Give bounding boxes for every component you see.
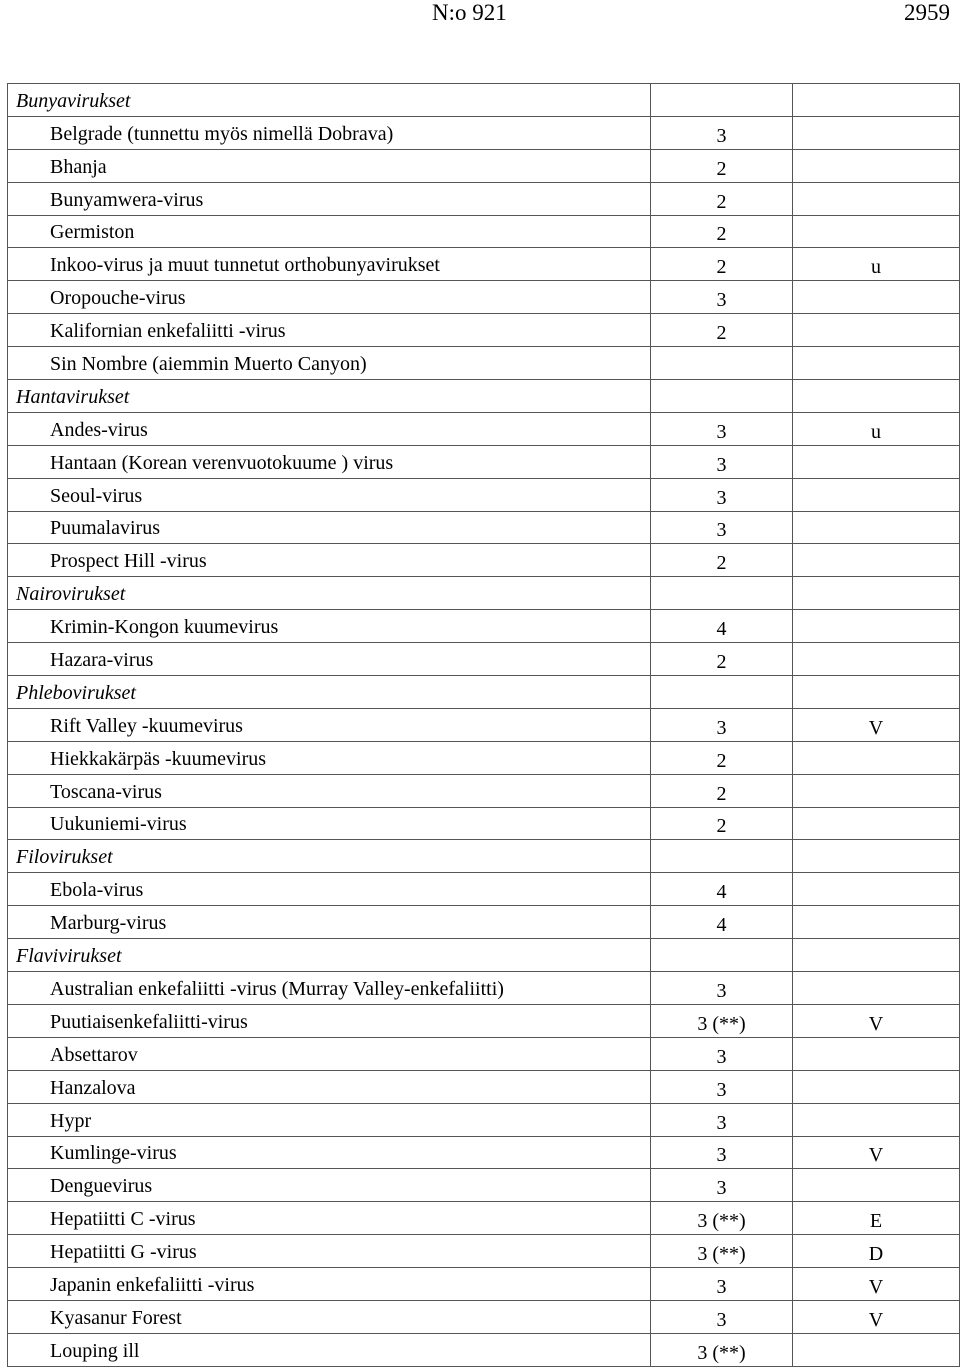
- table-row: [8, 1202, 960, 1235]
- note-cell: [793, 577, 960, 610]
- virus-name: Hepatiitti C -virus: [50, 1208, 196, 1231]
- risk-group-cell: [651, 873, 793, 906]
- name-cell: [8, 182, 651, 215]
- name-cell: [8, 1004, 651, 1037]
- risk-group-cell: [651, 1070, 793, 1103]
- risk-group-value: 3 (**): [697, 1243, 746, 1266]
- risk-group-value: 3 (**): [697, 1341, 746, 1364]
- risk-group-value: 3 (**): [697, 1210, 746, 1233]
- risk-group-value: 2: [716, 782, 727, 805]
- risk-group-cell: [651, 741, 793, 774]
- table-row: [8, 347, 960, 380]
- name-cell: [8, 248, 651, 281]
- virus-name: Uukuniemi-virus: [50, 813, 187, 836]
- table-row: [8, 873, 960, 906]
- risk-group-cell: [651, 84, 793, 117]
- virus-name: Australian enkefaliitti -virus (Murray Valley-enkefaliitti): [50, 977, 504, 1000]
- table-row: [8, 445, 960, 478]
- risk-group-cell: [651, 1004, 793, 1037]
- risk-group-value: 2: [716, 256, 727, 279]
- virus-name: Bhanja: [50, 155, 107, 178]
- virus-name: Kyasanur Forest: [50, 1306, 182, 1329]
- note-cell: [793, 840, 960, 873]
- risk-group-cell: [651, 774, 793, 807]
- name-cell: [8, 708, 651, 741]
- risk-group-cell: [651, 840, 793, 873]
- note-value: E: [869, 1210, 883, 1233]
- name-cell: [8, 1300, 651, 1333]
- table-row: [8, 1333, 960, 1366]
- note-cell: [793, 708, 960, 741]
- note-value: V: [868, 716, 884, 739]
- table-row: [8, 281, 960, 314]
- table-row: [8, 708, 960, 741]
- name-cell: [8, 116, 651, 149]
- name-cell: [8, 544, 651, 577]
- virus-name: Krimin-Kongon kuumevirus: [50, 616, 279, 639]
- table-body: [8, 84, 960, 1367]
- table-row: [8, 774, 960, 807]
- family-name: Filovirukset: [16, 846, 113, 869]
- note-cell: [793, 741, 960, 774]
- note-value: u: [871, 256, 881, 279]
- note-value: V: [868, 1308, 884, 1331]
- risk-group-value: 4: [716, 618, 727, 641]
- virus-name: Hantaan (Korean verenvuotokuume ) virus: [50, 451, 394, 474]
- name-cell: [8, 445, 651, 478]
- risk-group-cell: [651, 708, 793, 741]
- risk-group-cell: [651, 1136, 793, 1169]
- risk-group-value: 4: [716, 914, 727, 937]
- virus-name: Germiston: [50, 221, 135, 244]
- table-row: [8, 972, 960, 1005]
- name-cell: [8, 478, 651, 511]
- note-cell: [793, 774, 960, 807]
- note-cell: [793, 972, 960, 1005]
- note-cell: [793, 314, 960, 347]
- note-cell: [793, 1004, 960, 1037]
- risk-group-cell: [651, 412, 793, 445]
- risk-group-value: 3: [716, 979, 727, 1002]
- virus-name: Kalifornian enkefaliitti -virus: [50, 320, 286, 343]
- table-row: [8, 544, 960, 577]
- note-cell: [793, 182, 960, 215]
- virus-classification-table: [7, 83, 960, 1367]
- name-cell: [8, 149, 651, 182]
- note-value: V: [868, 1144, 884, 1167]
- note-cell: [793, 511, 960, 544]
- risk-group-cell: [651, 511, 793, 544]
- risk-group-value: 2: [716, 190, 727, 213]
- note-cell: [793, 149, 960, 182]
- note-cell: [793, 1169, 960, 1202]
- virus-name: Bunyamwera-virus: [50, 188, 204, 211]
- note-cell: [793, 544, 960, 577]
- name-cell: [8, 610, 651, 643]
- virus-name: Ebola-virus: [50, 879, 144, 902]
- virus-name: Prospect Hill -virus: [50, 550, 207, 573]
- table-row: [8, 807, 960, 840]
- table-row: [8, 643, 960, 676]
- risk-group-value: 3: [716, 486, 727, 509]
- note-value: V: [868, 1012, 884, 1035]
- risk-group-cell: [651, 643, 793, 676]
- note-cell: [793, 939, 960, 972]
- name-cell: [8, 1037, 651, 1070]
- virus-name: Marburg-virus: [50, 912, 167, 935]
- note-cell: [793, 1037, 960, 1070]
- risk-group-cell: [651, 1235, 793, 1268]
- family-name: Phlebovirukset: [16, 681, 136, 704]
- risk-group-cell: [651, 610, 793, 643]
- table-row: [8, 610, 960, 643]
- note-cell: [793, 412, 960, 445]
- note-cell: [793, 807, 960, 840]
- note-cell: [793, 281, 960, 314]
- name-cell: [8, 347, 651, 380]
- note-cell: [793, 1268, 960, 1301]
- table-row: [8, 215, 960, 248]
- virus-name: Rift Valley -kuumevirus: [50, 714, 243, 737]
- risk-group-value: 3: [716, 1045, 727, 1068]
- risk-group-cell: [651, 676, 793, 709]
- note-cell: [793, 478, 960, 511]
- risk-group-value: 3: [716, 1275, 727, 1298]
- risk-group-value: 3: [716, 1177, 727, 1200]
- risk-group-value: 3: [716, 716, 727, 739]
- risk-group-value: 2: [716, 157, 727, 180]
- name-cell: [8, 84, 651, 117]
- note-cell: [793, 610, 960, 643]
- virus-name: Absettarov: [50, 1043, 138, 1066]
- name-cell: [8, 774, 651, 807]
- risk-group-cell: [651, 1103, 793, 1136]
- name-cell: [8, 676, 651, 709]
- risk-group-cell: [651, 1333, 793, 1366]
- risk-group-cell: [651, 380, 793, 413]
- note-cell: [793, 116, 960, 149]
- virus-name: Toscana-virus: [50, 780, 162, 803]
- table-row: [8, 1103, 960, 1136]
- virus-name: Japanin enkefaliitti -virus: [50, 1273, 255, 1296]
- table-row: [8, 248, 960, 281]
- note-value: D: [868, 1243, 884, 1266]
- table-row: [8, 1169, 960, 1202]
- name-cell: [8, 807, 651, 840]
- name-cell: [8, 1202, 651, 1235]
- family-name: Bunyavirukset: [16, 89, 131, 112]
- table-row: [8, 1070, 960, 1103]
- name-cell: [8, 314, 651, 347]
- virus-name: Inkoo-virus ja muut tunnetut orthobunyavirukset: [50, 254, 440, 277]
- risk-group-value: 2: [716, 815, 727, 838]
- risk-group-value: 3: [716, 420, 727, 443]
- risk-group-value: 3: [716, 1308, 727, 1331]
- risk-group-cell: [651, 544, 793, 577]
- risk-group-cell: [651, 478, 793, 511]
- note-cell: [793, 248, 960, 281]
- family-row: [8, 84, 960, 117]
- note-cell: [793, 1136, 960, 1169]
- name-cell: [8, 1103, 651, 1136]
- table-row: [8, 149, 960, 182]
- virus-name: Kumlinge-virus: [50, 1142, 177, 1165]
- risk-group-value: 3: [716, 1111, 727, 1134]
- name-cell: [8, 281, 651, 314]
- name-cell: [8, 1070, 651, 1103]
- table-row: [8, 1004, 960, 1037]
- risk-group-cell: [651, 347, 793, 380]
- name-cell: [8, 906, 651, 939]
- risk-group-cell: [651, 116, 793, 149]
- virus-name: Hanzalova: [50, 1076, 136, 1099]
- name-cell: [8, 412, 651, 445]
- name-cell: [8, 1333, 651, 1366]
- note-cell: [793, 676, 960, 709]
- risk-group-cell: [651, 1169, 793, 1202]
- note-cell: [793, 347, 960, 380]
- name-cell: [8, 1235, 651, 1268]
- virus-name: Hepatiitti G -virus: [50, 1241, 197, 1264]
- risk-group-value: 4: [716, 881, 727, 904]
- virus-name: Andes-virus: [50, 418, 148, 441]
- risk-group-value: 3: [716, 1144, 727, 1167]
- virus-name: Denguevirus: [50, 1175, 153, 1198]
- risk-group-value: 3 (**): [697, 1012, 746, 1035]
- table-row: [8, 478, 960, 511]
- page-number: 2959: [904, 0, 950, 25]
- note-cell: [793, 445, 960, 478]
- name-cell: [8, 643, 651, 676]
- family-name: Nairovirukset: [16, 583, 126, 606]
- name-cell: [8, 1136, 651, 1169]
- table-row: [8, 1037, 960, 1070]
- table-row: [8, 741, 960, 774]
- note-cell: [793, 643, 960, 676]
- risk-group-value: 3: [716, 453, 727, 476]
- note-cell: [793, 1103, 960, 1136]
- name-cell: [8, 972, 651, 1005]
- note-cell: [793, 215, 960, 248]
- table-row: [8, 1268, 960, 1301]
- family-name: Hantavirukset: [16, 385, 130, 408]
- risk-group-cell: [651, 215, 793, 248]
- table-row: [8, 412, 960, 445]
- table-row: [8, 1136, 960, 1169]
- virus-name: Belgrade (tunnettu myös nimellä Dobrava): [50, 122, 394, 145]
- risk-group-cell: [651, 314, 793, 347]
- name-cell: [8, 380, 651, 413]
- family-row: [8, 380, 960, 413]
- risk-group-cell: [651, 182, 793, 215]
- risk-group-cell: [651, 1268, 793, 1301]
- family-row: [8, 676, 960, 709]
- table-row: [8, 314, 960, 347]
- risk-group-value: 3: [716, 519, 727, 542]
- family-row: [8, 577, 960, 610]
- risk-group-cell: [651, 972, 793, 1005]
- virus-name: Sin Nombre (aiemmin Muerto Canyon): [50, 353, 367, 376]
- name-cell: [8, 577, 651, 610]
- virus-name: Hypr: [50, 1109, 92, 1132]
- risk-group-value: 2: [716, 749, 727, 772]
- risk-group-value: 2: [716, 322, 727, 345]
- name-cell: [8, 873, 651, 906]
- virus-name: Louping ill: [50, 1339, 140, 1362]
- table-row: [8, 1300, 960, 1333]
- risk-group-cell: [651, 248, 793, 281]
- table-row: [8, 906, 960, 939]
- note-cell: [793, 1202, 960, 1235]
- table-row: [8, 182, 960, 215]
- virus-name: Seoul-virus: [50, 484, 143, 507]
- page-header: [0, 0, 960, 30]
- risk-group-value: 3: [716, 124, 727, 147]
- risk-group-cell: [651, 1037, 793, 1070]
- risk-group-value: 3: [716, 289, 727, 312]
- document-number: N:o 921: [432, 0, 507, 25]
- note-value: V: [868, 1275, 884, 1298]
- name-cell: [8, 741, 651, 774]
- table-row: [8, 116, 960, 149]
- note-value: u: [871, 420, 881, 443]
- risk-group-cell: [651, 1300, 793, 1333]
- risk-group-value: 2: [716, 223, 727, 246]
- virus-name: Puumalavirus: [50, 517, 160, 540]
- risk-group-value: 2: [716, 552, 727, 575]
- family-name: Flavivirukset: [16, 945, 122, 968]
- note-cell: [793, 84, 960, 117]
- virus-name: Hazara-virus: [50, 649, 154, 672]
- family-row: [8, 840, 960, 873]
- risk-group-cell: [651, 445, 793, 478]
- risk-group-value: 3: [716, 1078, 727, 1101]
- note-cell: [793, 1333, 960, 1366]
- note-cell: [793, 1235, 960, 1268]
- name-cell: [8, 939, 651, 972]
- risk-group-cell: [651, 807, 793, 840]
- note-cell: [793, 1300, 960, 1333]
- name-cell: [8, 1268, 651, 1301]
- virus-name: Hiekkakärpäs -kuumevirus: [50, 747, 267, 770]
- name-cell: [8, 840, 651, 873]
- table-row: [8, 1235, 960, 1268]
- risk-group-cell: [651, 281, 793, 314]
- risk-group-cell: [651, 939, 793, 972]
- name-cell: [8, 511, 651, 544]
- family-row: [8, 939, 960, 972]
- name-cell: [8, 1169, 651, 1202]
- risk-group-cell: [651, 577, 793, 610]
- table-row: [8, 511, 960, 544]
- risk-group-cell: [651, 149, 793, 182]
- risk-group-value: 2: [716, 651, 727, 674]
- name-cell: [8, 215, 651, 248]
- note-cell: [793, 906, 960, 939]
- virus-name: Puutiaisenkefaliitti-virus: [50, 1010, 248, 1033]
- risk-group-cell: [651, 1202, 793, 1235]
- note-cell: [793, 380, 960, 413]
- note-cell: [793, 1070, 960, 1103]
- risk-group-cell: [651, 906, 793, 939]
- virus-name: Oropouche-virus: [50, 287, 186, 310]
- note-cell: [793, 873, 960, 906]
